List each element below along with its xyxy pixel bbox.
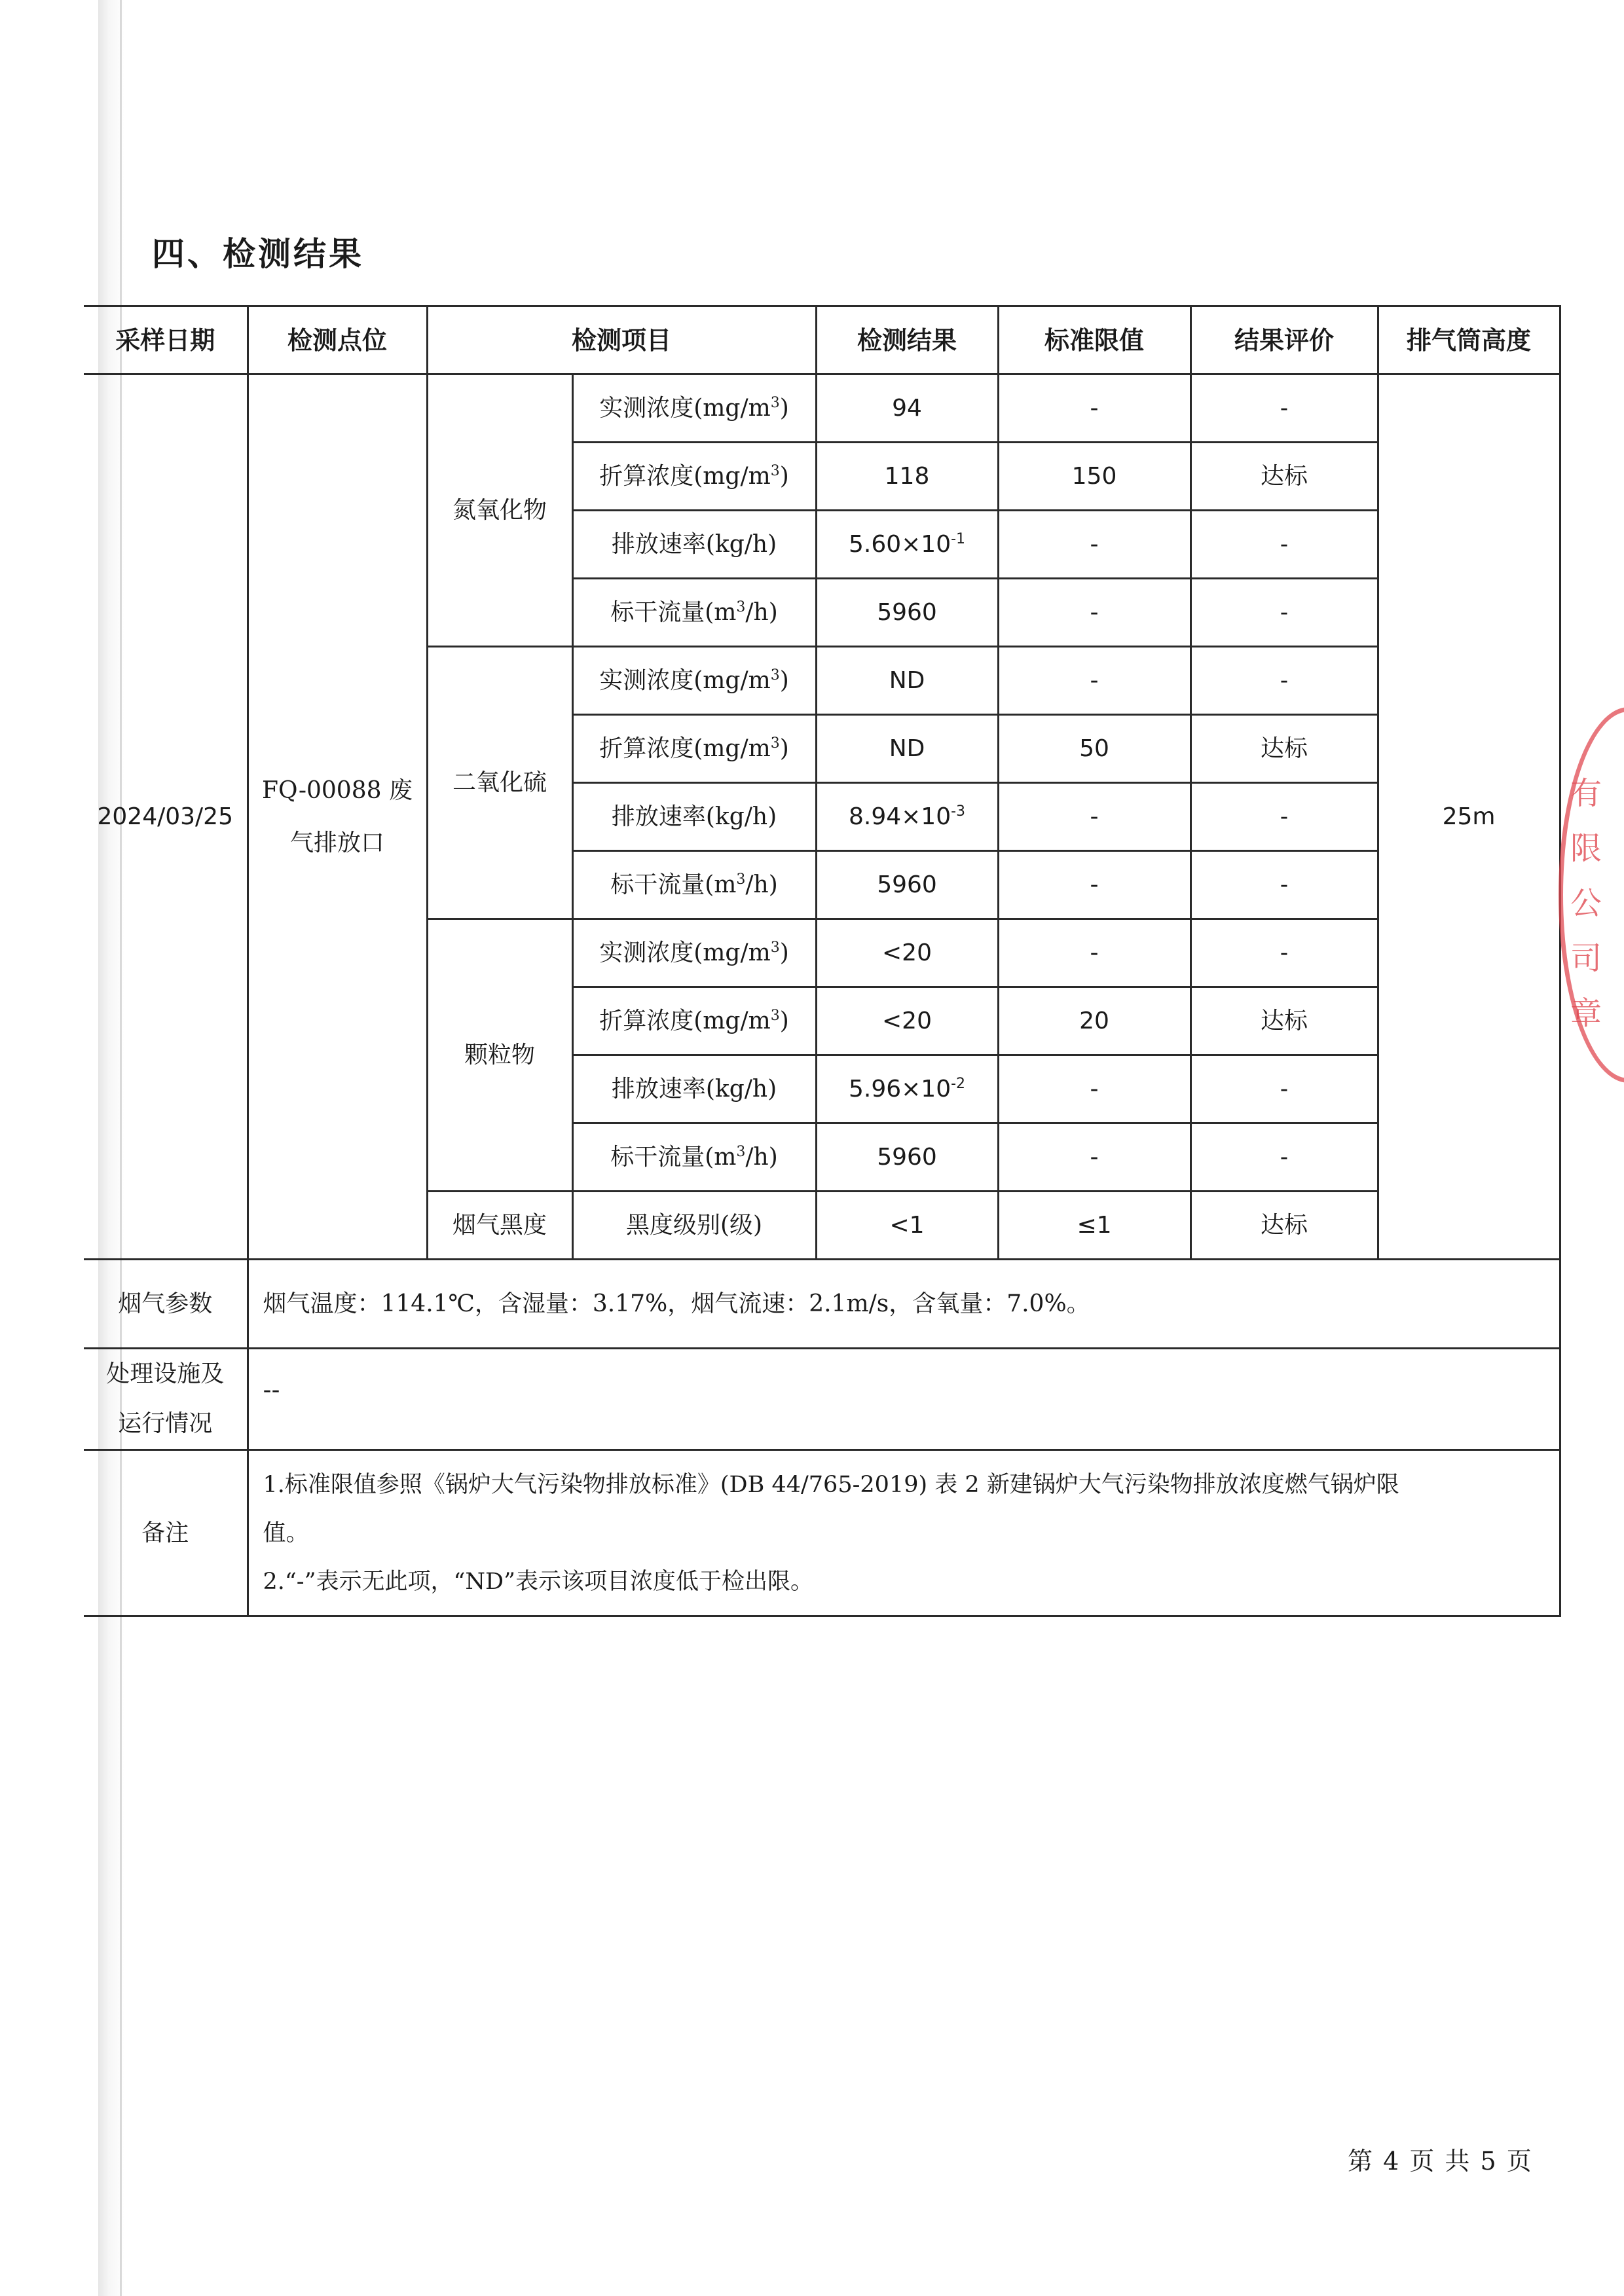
header-row (84, 306, 1560, 374)
test-result (816, 647, 998, 715)
test-item-text: 标干流量(m (610, 599, 737, 626)
standard-limit: - (998, 511, 1190, 579)
test-result (816, 919, 998, 987)
test-item (572, 851, 816, 919)
result-evaluation: - (1190, 851, 1378, 919)
seal-character: 司 (1570, 940, 1602, 977)
test-result-text: 5960 (877, 871, 937, 898)
test-item-tail: ) (779, 395, 789, 422)
test-result-text: ND (889, 667, 925, 694)
standard-limit: - (998, 783, 1190, 851)
test-item (572, 783, 816, 851)
test-item-text: 折算浓度(mg/m (599, 463, 771, 490)
test-item (572, 987, 816, 1055)
remarks-label: 备注 (84, 1450, 248, 1616)
company-seal-text (1566, 766, 1606, 1041)
test-item-tail: ) (779, 735, 789, 762)
result-evaluation: - (1190, 647, 1378, 715)
remarks-line2: 值。 (263, 1520, 309, 1546)
test-item (572, 374, 816, 443)
test-result (816, 374, 998, 443)
standard-limit: - (998, 1123, 1190, 1192)
standard-limit: - (998, 851, 1190, 919)
test-item-tail: /h) (745, 1144, 778, 1171)
section-title: 四、检测结果 (152, 234, 364, 273)
treatment-label-line2: 运行情况 (118, 1410, 213, 1437)
test-item (572, 647, 816, 715)
pollutant-name: 颗粒物 (427, 919, 572, 1192)
sampling-point (248, 374, 427, 1260)
pollutant-name: 氮氧化物 (427, 374, 572, 647)
results-table (84, 305, 1561, 1617)
seal-character: 章 (1570, 995, 1602, 1032)
test-item-sup: 3 (736, 599, 746, 615)
standard-limit: 150 (998, 443, 1190, 511)
test-result (816, 851, 998, 919)
test-item (572, 511, 816, 579)
test-item-tail: ) (779, 939, 789, 966)
test-result-text: 5.96×10 (848, 1076, 951, 1102)
header-limit: 标准限值 (998, 306, 1190, 374)
test-result-text: 118 (884, 463, 930, 490)
result-evaluation: - (1190, 783, 1378, 851)
test-result-sup: -2 (951, 1076, 966, 1092)
test-result-sup: -3 (951, 803, 966, 820)
standard-limit: - (998, 1055, 1190, 1123)
test-item-sup: 3 (770, 735, 780, 752)
test-item-tail: ) (779, 667, 789, 694)
test-item (572, 715, 816, 783)
test-item-sup: 3 (770, 395, 780, 411)
test-item-text: 标干流量(m (610, 1144, 737, 1171)
test-item-tail: /h) (745, 599, 778, 626)
seal-character: 有 (1570, 775, 1602, 812)
result-evaluation: - (1190, 579, 1378, 647)
result-evaluation: - (1190, 1123, 1378, 1192)
flue-gas-label: 烟气参数 (84, 1260, 248, 1349)
test-item-text: 排放速率(kg/h) (611, 1076, 777, 1102)
remarks-row (84, 1450, 1560, 1616)
test-result-text: 8.94×10 (848, 803, 951, 830)
test-result-text: <20 (882, 1008, 932, 1034)
test-result (816, 579, 998, 647)
test-result: <1 (816, 1192, 998, 1260)
header-result: 检测结果 (816, 306, 998, 374)
pollutant-name: 二氧化硫 (427, 647, 572, 919)
test-item-tail: ) (779, 463, 789, 490)
test-result (816, 715, 998, 783)
standard-limit: 50 (998, 715, 1190, 783)
remarks-line3: 2.“-”表示无此项，“ND”表示该项目浓度低于检出限。 (263, 1568, 813, 1595)
test-result-text: 94 (892, 395, 922, 422)
test-item (572, 1055, 816, 1123)
standard-limit: - (998, 374, 1190, 443)
test-result (816, 987, 998, 1055)
test-item: 黑度级别(级) (572, 1192, 816, 1260)
stack-height: 25m (1378, 374, 1560, 1260)
result-evaluation: 达标 (1190, 1192, 1378, 1260)
header-evaluation: 结果评价 (1190, 306, 1378, 374)
test-item-sup: 3 (770, 667, 780, 683)
result-evaluation: - (1190, 919, 1378, 987)
test-item-tail: ) (779, 1008, 789, 1034)
standard-limit: - (998, 919, 1190, 987)
test-item (572, 1123, 816, 1192)
header-sample-date: 采样日期 (84, 306, 248, 374)
test-result (816, 1123, 998, 1192)
standard-limit: 20 (998, 987, 1190, 1055)
flue-gas-value: 烟气温度：114.1℃，含湿量：3.17%，烟气流速：2.1m/s，含氧量：7.0%。 (248, 1260, 1560, 1349)
remarks-value (248, 1450, 1560, 1616)
treatment-row (84, 1349, 1560, 1450)
result-evaluation: 达标 (1190, 715, 1378, 783)
result-evaluation: 达标 (1190, 987, 1378, 1055)
remarks-line1: 1.标准限值参照《锅炉大气污染物排放标准》(DB 44/765-2019) 表 2 新建锅炉大气污染物排放浓度燃气锅炉限 (263, 1471, 1399, 1498)
test-item-text: 实测浓度(mg/m (599, 667, 771, 694)
sampling-point-line2: 气排放口 (289, 829, 384, 856)
result-evaluation: 达标 (1190, 443, 1378, 511)
test-item-text: 实测浓度(mg/m (599, 395, 771, 422)
sample-date: 2024/03/25 (84, 374, 248, 1260)
seal-character: 公 (1570, 885, 1602, 922)
treatment-label-line1: 处理设施及 (106, 1360, 225, 1387)
result-evaluation: - (1190, 1055, 1378, 1123)
treatment-value: -- (248, 1349, 1560, 1450)
test-result-text: <20 (882, 939, 932, 966)
test-item (572, 443, 816, 511)
test-result (816, 443, 998, 511)
table-row (84, 374, 1560, 443)
result-evaluation: - (1190, 511, 1378, 579)
test-result (816, 511, 998, 579)
seal-character: 限 (1570, 830, 1602, 867)
test-item-text: 排放速率(kg/h) (611, 803, 777, 830)
result-evaluation: - (1190, 374, 1378, 443)
test-item-text: 折算浓度(mg/m (599, 735, 771, 762)
header-stack-height: 排气筒高度 (1378, 306, 1560, 374)
test-item (572, 919, 816, 987)
test-item-sup: 3 (770, 1008, 780, 1024)
test-result-text: ND (889, 735, 925, 762)
standard-limit: - (998, 579, 1190, 647)
test-item-sup: 3 (736, 871, 746, 888)
test-item-text: 排放速率(kg/h) (611, 531, 777, 558)
pollutant-name: 烟气黑度 (427, 1192, 572, 1260)
test-item (572, 579, 816, 647)
test-result-text: 5960 (877, 599, 937, 626)
standard-limit: - (998, 647, 1190, 715)
page-number: 第 4 页 共 5 页 (1348, 2147, 1533, 2176)
test-item-sup: 3 (770, 939, 780, 956)
header-test-item: 检测项目 (427, 306, 816, 374)
test-result-text: 5.60×10 (848, 531, 951, 558)
test-item-text: 标干流量(m (610, 871, 737, 898)
header-sampling-point: 检测点位 (248, 306, 427, 374)
test-item-text: 实测浓度(mg/m (599, 939, 771, 966)
sampling-point-line1: FQ-00088 废 (262, 776, 413, 804)
test-result-sup: -1 (951, 531, 966, 547)
test-item-tail: /h) (745, 871, 778, 898)
standard-limit: ≤1 (998, 1192, 1190, 1260)
test-result (816, 783, 998, 851)
test-item-sup: 3 (736, 1144, 746, 1160)
test-result (816, 1055, 998, 1123)
test-result-text: 5960 (877, 1144, 937, 1171)
flue-gas-row (84, 1260, 1560, 1349)
test-item-sup: 3 (770, 463, 780, 479)
treatment-label (84, 1349, 248, 1450)
test-item-text: 折算浓度(mg/m (599, 1008, 771, 1034)
